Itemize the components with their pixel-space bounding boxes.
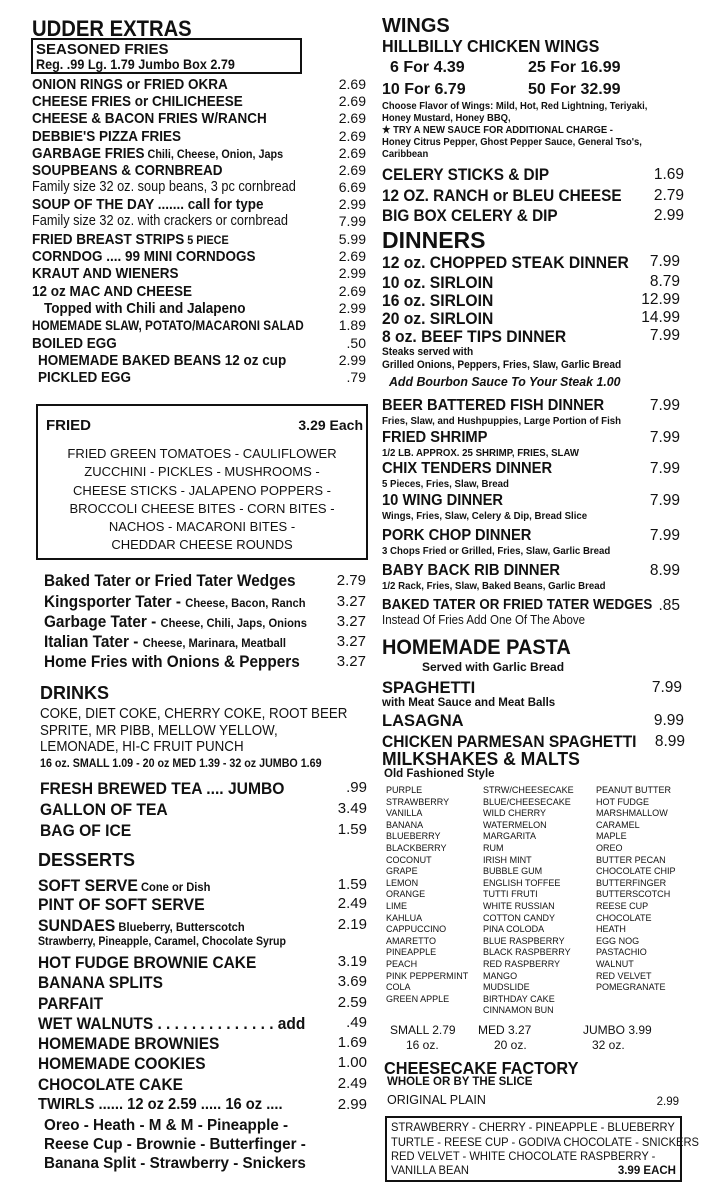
item-price: 9.99 — [653, 712, 684, 729]
dinner-item: BAKED TATER OR FRIED TATER WEDGES — [382, 597, 653, 613]
item-name — [44, 301, 246, 316]
item-price: 3.27 — [336, 613, 366, 630]
new-sauce-note: Honey Citrus Pepper, Ghost Pepper Sauce, General Tso's, — [382, 136, 642, 148]
shake-flavor: WATERMELON — [483, 819, 547, 831]
shake-flavor: BUBBLE GUM — [483, 866, 543, 878]
shake-flavor: GRAPE — [386, 866, 418, 878]
item-price: 7.99 — [649, 527, 680, 544]
dessert-item: HOT FUDGE BROWNIE CAKE — [38, 953, 257, 972]
shake-flavor: COCONUT — [386, 854, 432, 866]
shake-flavor: BLUE RASPBERRY — [483, 935, 565, 947]
item-title: Topped with Chili and Jalapeno — [44, 300, 246, 317]
shake-flavor: GREEN APPLE — [386, 993, 450, 1005]
dessert-item: HOMEMADE COOKIES — [38, 1054, 206, 1073]
dessert-item: PARFAIT — [38, 994, 104, 1013]
drink-item: BAG OF ICE — [40, 821, 132, 840]
shake-flavor: BLACKBERRY — [386, 843, 447, 854]
item-title: PINT OF SOFT SERVE — [38, 895, 205, 914]
spaghetti-item: SPAGHETTI — [382, 679, 476, 697]
item-name — [32, 111, 267, 126]
item-price: 1.69 — [653, 166, 684, 183]
item-price: 1.59 — [337, 876, 367, 893]
item-price: 7.99 — [649, 397, 680, 414]
fried-item-line: NACHOS - MACARONI BITES - — [108, 519, 296, 534]
shake-flavor: WHITE RUSSIAN — [483, 901, 555, 912]
item-price: 2.69 — [338, 93, 366, 109]
item-price: 14.99 — [641, 309, 680, 326]
wings-subtitle: HILLBILLY CHICKEN WINGS — [382, 36, 600, 56]
item-title: ONION RINGS or FRIED OKRA — [32, 76, 228, 93]
steak-item: 10 oz. SIRLOIN — [382, 273, 494, 292]
item-price: 2.79 — [653, 187, 684, 204]
item-price: 8.79 — [649, 273, 680, 290]
item-price: 2.69 — [338, 76, 366, 92]
shake-flavor: MUDSLIDE — [483, 982, 530, 994]
item-price: 12.99 — [641, 291, 680, 308]
item-title: FRIED BREAST STRIPS — [32, 231, 185, 248]
wings-price: 6 For 4.39 — [390, 59, 465, 76]
item-price: .50 — [346, 335, 366, 351]
shake-size-med: MED 3.27 — [478, 1023, 532, 1037]
shake-flavor: BANANA — [386, 819, 424, 831]
dessert-item: HOMEMADE BROWNIES — [38, 1034, 220, 1053]
dinner-description: Wings, Fries, Slaw, Celery & Dip, Bread Slice — [382, 510, 588, 522]
item-title: Garbage Tater - — [44, 613, 161, 631]
item-title: SOFT SERVE — [38, 876, 138, 895]
wing-side-item: BIG BOX CELERY & DIP — [382, 207, 558, 225]
drinks-line: LEMONADE, HI-C FRUIT PUNCH — [40, 739, 244, 755]
item-price: 8.99 — [649, 562, 680, 579]
shake-flavor: PINK PEPPERMINT — [386, 970, 469, 982]
item-price: 2.99 — [338, 196, 366, 212]
item-title: PICKLED EGG — [38, 369, 132, 386]
dinner-description: 1/2 LB. APPROX. 25 SHRIMP, FRIES, SLAW — [382, 447, 580, 459]
shake-flavor: PURPLE — [386, 785, 423, 796]
shake-flavor: WILD CHERRY — [483, 808, 547, 820]
drinks-line: SPRITE, MR PIBB, MELLOW YELLOW, — [40, 723, 278, 739]
item-name — [32, 232, 229, 247]
shake-flavor: CHOCOLATE CHIP — [596, 866, 676, 878]
drink-item: GALLON OF TEA — [40, 800, 168, 819]
item-name — [32, 129, 181, 144]
shake-size-small: SMALL 2.79 — [390, 1023, 456, 1037]
shake-flavor: CAPPUCCINO — [386, 924, 447, 936]
item-price: 2.69 — [338, 248, 366, 264]
item-title: KRAUT AND WIENERS — [32, 265, 179, 282]
shake-flavor: RED VELVET — [596, 970, 652, 982]
item-price: 3.27 — [336, 633, 366, 650]
cheesecake-flavor-line: VANILLA BEAN — [391, 1163, 469, 1177]
item-title: CHEESE & BACON FRIES W/RANCH — [32, 110, 267, 127]
item-title: CORNDOG .... 99 MINI CORNDOGS — [32, 248, 256, 265]
twirls-item: TWIRLS ...... 12 oz 2.59 ..... 16 oz .... — [38, 1096, 283, 1113]
wings-flavors: Honey Mustard, Honey BBQ, — [382, 112, 511, 124]
shake-flavor: BIRTHDAY CAKE — [483, 993, 555, 1005]
item-price: .49 — [346, 1014, 367, 1031]
cheesecake-flavor-line: RED VELVET - WHITE CHOCOLATE RASPBERRY - — [391, 1149, 656, 1163]
item-description: Chili, Cheese, Onion, Japs — [144, 147, 284, 161]
shake-flavor: MANGO — [483, 970, 518, 982]
shake-size-jumbo: JUMBO 3.99 — [583, 1023, 652, 1037]
item-price: 3.27 — [336, 653, 366, 670]
dinner-description: Instead Of Fries Add One Of The Above — [382, 613, 586, 627]
fried-item-line: ZUCCHINI - PICKLES - MUSHROOMS - — [84, 464, 320, 479]
item-price: 2.99 — [653, 207, 684, 224]
shake-flavor: MARGARITA — [483, 831, 536, 843]
item-title: Home Fries with Onions & Peppers — [44, 653, 300, 671]
spaghetti-description: with Meat Sauce and Meat Balls — [382, 697, 556, 709]
shake-flavor: BLACK RASPBERRY — [483, 947, 571, 959]
new-sauce-note: ★ TRY A NEW SAUCE FOR ADDITIONAL CHARGE - — [382, 124, 613, 136]
fried-item-line: CHEDDAR CHEESE ROUNDS — [111, 537, 293, 552]
item-name — [32, 266, 179, 281]
lasagna-item: LASAGNA — [382, 712, 464, 730]
wings-price: 25 For 16.99 — [528, 59, 621, 76]
fried-item-line: CHEESE STICKS - JALAPENO POPPERS - — [73, 483, 331, 498]
shake-flavor: REESE CUP — [596, 901, 649, 912]
shake-size-jumbo-oz: 32 oz. — [592, 1038, 625, 1052]
item-price: 7.99 — [338, 213, 366, 229]
shake-flavor: CINNAMON BUN — [483, 1005, 554, 1017]
shake-flavor: STRAWBERRY — [386, 796, 450, 808]
shake-flavor: BLUEBERRY — [386, 831, 441, 843]
cheesecake-plain: ORIGINAL PLAIN — [387, 1093, 486, 1107]
item-title: CHEESE FRIES or CHILICHEESE — [32, 93, 243, 110]
item-price: 8.99 — [654, 733, 685, 750]
item-price: 7.99 — [649, 492, 680, 509]
shake-flavor: OREO — [596, 843, 623, 854]
shake-flavor: PEACH — [386, 959, 418, 970]
item-price: 7.99 — [649, 429, 680, 446]
shake-flavor: LIME — [386, 901, 408, 912]
item-price: 1.59 — [337, 821, 367, 838]
wings-flavors: Choose Flavor of Wings: Mild, Hot, Red Lightning, Teriyaki, — [382, 100, 648, 112]
wing-side-item: CELERY STICKS & DIP — [382, 166, 550, 184]
udder-extras-title: UDDER EXTRAS — [32, 16, 192, 41]
item-price: 2.69 — [338, 145, 366, 161]
steak-item: 20 oz. SIRLOIN — [382, 309, 494, 328]
shake-flavor: BUTTERSCOTCH — [596, 889, 671, 901]
shake-size-med-oz: 20 oz. — [494, 1038, 527, 1052]
cheesecake-each-price: 3.99 EACH — [617, 1165, 676, 1177]
dinner-description: Fries, Slaw, and Hushpuppies, Large Portion of Fish — [382, 415, 622, 427]
item-price: 2.69 — [338, 110, 366, 126]
drink-item: FRESH BREWED TEA .... JUMBO — [40, 779, 285, 798]
shake-flavor: TUTTI FRUTI — [483, 889, 538, 901]
item-price: 7.99 — [651, 679, 682, 696]
item-name — [32, 77, 228, 92]
dessert-item — [38, 917, 245, 934]
shake-flavor: ENGLISH TOFFEE — [483, 877, 561, 889]
item-title: SUNDAES — [38, 916, 116, 935]
shake-flavor: PEANUT BUTTER — [596, 785, 672, 796]
steak-note: Grilled Onions, Peppers, Fries, Slaw, Garlic Bread — [382, 359, 622, 371]
shake-flavor: KAHLUA — [386, 912, 423, 924]
item-price: .79 — [346, 369, 366, 385]
item-title: DEBBIE'S PIZZA FRIES — [32, 128, 181, 145]
shake-flavor: VANILLA — [386, 808, 423, 820]
twirl-flavors: Reese Cup - Brownie - Butterfinger - — [44, 1136, 306, 1153]
desserts-title: DESSERTS — [38, 850, 136, 870]
fried-item-line: BROCCOLI CHEESE BITES - CORN BITES - — [69, 501, 335, 516]
shake-flavor: PINEAPPLE — [386, 947, 437, 959]
item-price: 6.69 — [338, 179, 366, 195]
item-price: 1.00 — [337, 1054, 367, 1071]
shake-flavor: IRISH MINT — [483, 854, 532, 866]
item-description: Blueberry, Butterscotch — [115, 920, 245, 934]
item-price: 2.49 — [337, 895, 367, 912]
item-price: 2.99 — [337, 1096, 367, 1113]
dessert-item — [38, 877, 210, 894]
shake-flavor: MAPLE — [596, 831, 627, 843]
item-title: Italian Tater - — [44, 633, 143, 651]
item-name — [32, 249, 256, 264]
item-price: 3.19 — [337, 953, 367, 970]
shake-flavor: MARSHMALLOW — [596, 808, 668, 820]
shake-flavor: LEMON — [386, 877, 419, 889]
item-price: 2.59 — [337, 994, 367, 1011]
item-price: 2.49 — [337, 1075, 367, 1092]
shake-flavor: CHOCOLATE — [596, 912, 652, 924]
steak-note: Steaks served with — [382, 346, 474, 358]
fried-title: FRIED — [46, 417, 91, 434]
twirl-flavors: Oreo - Heath - M & M - Pineapple - — [44, 1117, 289, 1134]
shake-flavor: BUTTERFINGER — [596, 877, 667, 889]
dessert-item: CHOCOLATE CAKE — [38, 1075, 183, 1094]
item-name: Family size 32 oz. soup beans, 3 pc cornbread — [32, 179, 296, 195]
wing-side-item: 12 OZ. RANCH or BLEU CHEESE — [382, 187, 622, 205]
item-price: 3.49 — [337, 800, 367, 817]
chicken-parmesan-item: CHICKEN PARMESAN SPAGHETTI — [382, 733, 637, 751]
pasta-subtitle: Served with Garlic Bread — [422, 660, 565, 674]
wings-price: 10 For 6.79 — [382, 81, 466, 98]
shake-flavor: COTTON CANDY — [483, 912, 556, 924]
dessert-item — [38, 896, 205, 913]
shake-flavor: EGG NOG — [596, 935, 640, 947]
shake-flavor: HOT FUDGE — [596, 796, 649, 808]
item-price: 2.99 — [656, 1096, 679, 1108]
shake-flavor: BLUE/CHEESECAKE — [483, 796, 571, 808]
steak-item: 16 oz. SIRLOIN — [382, 291, 494, 310]
bourbon-note: Add Bourbon Sauce To Your Steak 1.00 — [389, 374, 621, 389]
item-price: 2.19 — [337, 916, 367, 933]
item-name — [32, 336, 117, 351]
shake-flavor: COLA — [386, 982, 411, 994]
seasoned-fries-title: SEASONED FRIES — [36, 41, 169, 58]
item-title: SOUPBEANS & CORNBREAD — [32, 162, 223, 179]
dinner-item: CHIX TENDERS DINNER — [382, 460, 553, 477]
wings-title: WINGS — [382, 15, 450, 37]
fried-item-line: FRIED GREEN TOMATOES - CAULIFLOWER — [67, 446, 337, 461]
item-name — [32, 94, 243, 109]
steak-item: 8 oz. BEEF TIPS DINNER — [382, 327, 567, 346]
shake-flavor: PASTACHIO — [596, 947, 647, 959]
item-name — [32, 197, 264, 212]
item-price: 1.89 — [338, 317, 366, 333]
item-price: 2.69 — [338, 283, 366, 299]
fried-price: 3.29 Each — [298, 417, 363, 433]
drinks-sizes: 16 oz. SMALL 1.09 - 20 oz MED 1.39 - 32 oz JUMBO 1.69 — [40, 758, 322, 770]
item-name — [32, 284, 192, 299]
dinner-description: 5 Pieces, Fries, Slaw, Bread — [382, 478, 509, 490]
shake-flavor: WALNUT — [596, 959, 634, 970]
item-price: 7.99 — [649, 460, 680, 477]
item-title: 12 oz MAC AND CHEESE — [32, 283, 193, 300]
item-name — [32, 163, 223, 178]
item-price: 7.99 — [649, 253, 680, 270]
item-price: 2.79 — [336, 572, 366, 589]
shake-flavor: RED RASPBERRY — [483, 959, 561, 970]
item-price: 2.99 — [338, 265, 366, 281]
cheesecake-subtitle: WHOLE OR BY THE SLICE — [387, 1076, 533, 1088]
drinks-line: COKE, DIET COKE, CHERRY COKE, ROOT BEER — [40, 706, 348, 722]
shake-flavor: AMARETTO — [386, 935, 436, 947]
shake-flavor: ORANGE — [386, 889, 426, 901]
seasoned-fries-sizes: Reg. .99 Lg. 1.79 Jumbo Box 2.79 — [36, 56, 235, 72]
dinner-item: PORK CHOP DINNER — [382, 527, 532, 544]
pasta-title: HOMEMADE PASTA — [382, 636, 571, 659]
dinner-item: BEER BATTERED FISH DINNER — [382, 397, 605, 414]
item-price: .99 — [346, 779, 367, 796]
item-price: 5.99 — [338, 231, 366, 247]
shake-flavor: HEATH — [596, 924, 626, 936]
item-price: 3.69 — [337, 973, 367, 990]
twirl-flavors: Banana Split - Strawberry - Snickers — [44, 1155, 306, 1172]
dinner-item: FRIED SHRIMP — [382, 429, 488, 446]
item-price: 2.99 — [338, 352, 366, 368]
item-description: 5 PIECE — [184, 233, 229, 247]
dessert-item: BANANA SPLITS — [38, 973, 163, 992]
item-price: 1.69 — [337, 1034, 367, 1051]
item-title: Kingsporter Tater - — [44, 593, 186, 611]
shake-flavor: BUTTER PECAN — [596, 854, 666, 866]
dessert-item: WET WALNUTS . . . . . . . . . . . . . . add — [38, 1014, 306, 1033]
item-name — [38, 370, 131, 385]
cheesecake-flavor-line: STRAWBERRY - CHERRY - PINEAPPLE - BLUEBERRY — [391, 1120, 675, 1134]
item-price: .85 — [658, 597, 680, 614]
item-description: Cheese, Marinara, Meatball — [142, 636, 286, 650]
item-title: SOUP OF THE DAY ....... call for type — [32, 196, 264, 213]
item-description: Cone or Dish — [137, 880, 211, 894]
shake-flavor: RUM — [483, 843, 504, 854]
item-description: Cheese, Bacon, Ranch — [185, 596, 306, 610]
dinner-description: 1/2 Rack, Fries, Slaw, Baked Beans, Garlic Bread — [382, 580, 606, 592]
shake-flavor: PINA COLODA — [483, 924, 545, 936]
item-price: 2.99 — [338, 300, 366, 316]
item-name: Family size 32 oz. with crackers or cornbread — [32, 213, 288, 229]
item-title: Baked Tater or Fried Tater Wedges — [44, 572, 296, 590]
wings-price: 50 For 32.99 — [528, 81, 621, 98]
item-title: HOMEMADE SLAW, POTATO/MACARONI SALAD — [32, 317, 304, 333]
shake-size-small-oz: 16 oz. — [406, 1038, 439, 1052]
sundae-note: Strawberry, Pineapple, Caramel, Chocolate Syrup — [38, 936, 286, 948]
milkshakes-subtitle: Old Fashioned Style — [384, 768, 495, 780]
drinks-title: DRINKS — [40, 683, 110, 703]
item-title: HOMEMADE BAKED BEANS 12 oz cup — [38, 352, 287, 369]
dinners-title: DINNERS — [382, 227, 486, 253]
cheesecake-flavor-line: TURTLE - REESE CUP - GODIVA CHOCOLATE - SNICKERS — [391, 1135, 699, 1149]
item-description: Cheese, Chili, Japs, Onions — [160, 616, 307, 630]
steak-item: 12 oz. CHOPPED STEAK DINNER — [382, 253, 629, 272]
shake-flavor: CARAMEL — [596, 819, 640, 831]
item-title: GARBAGE FRIES — [32, 145, 145, 162]
milkshakes-title: MILKSHAKES & MALTS — [382, 748, 580, 769]
item-price: 2.69 — [338, 128, 366, 144]
item-price: 3.27 — [336, 593, 366, 610]
shake-flavor: STRW/CHEESECAKE — [483, 785, 574, 796]
dinner-description: 3 Chops Fried or Grilled, Fries, Slaw, Garlic Bread — [382, 545, 611, 557]
shake-flavor: POMEGRANATE — [596, 982, 666, 994]
item-price: 2.69 — [338, 162, 366, 178]
new-sauce-note: Caribbean — [382, 148, 429, 160]
item-price: 7.99 — [649, 327, 680, 344]
cheesecake-title: CHEESECAKE FACTORY — [384, 1058, 579, 1078]
dinner-item: 10 WING DINNER — [382, 492, 504, 509]
item-title: BOILED EGG — [32, 335, 117, 352]
dinner-item: BABY BACK RIB DINNER — [382, 562, 561, 579]
